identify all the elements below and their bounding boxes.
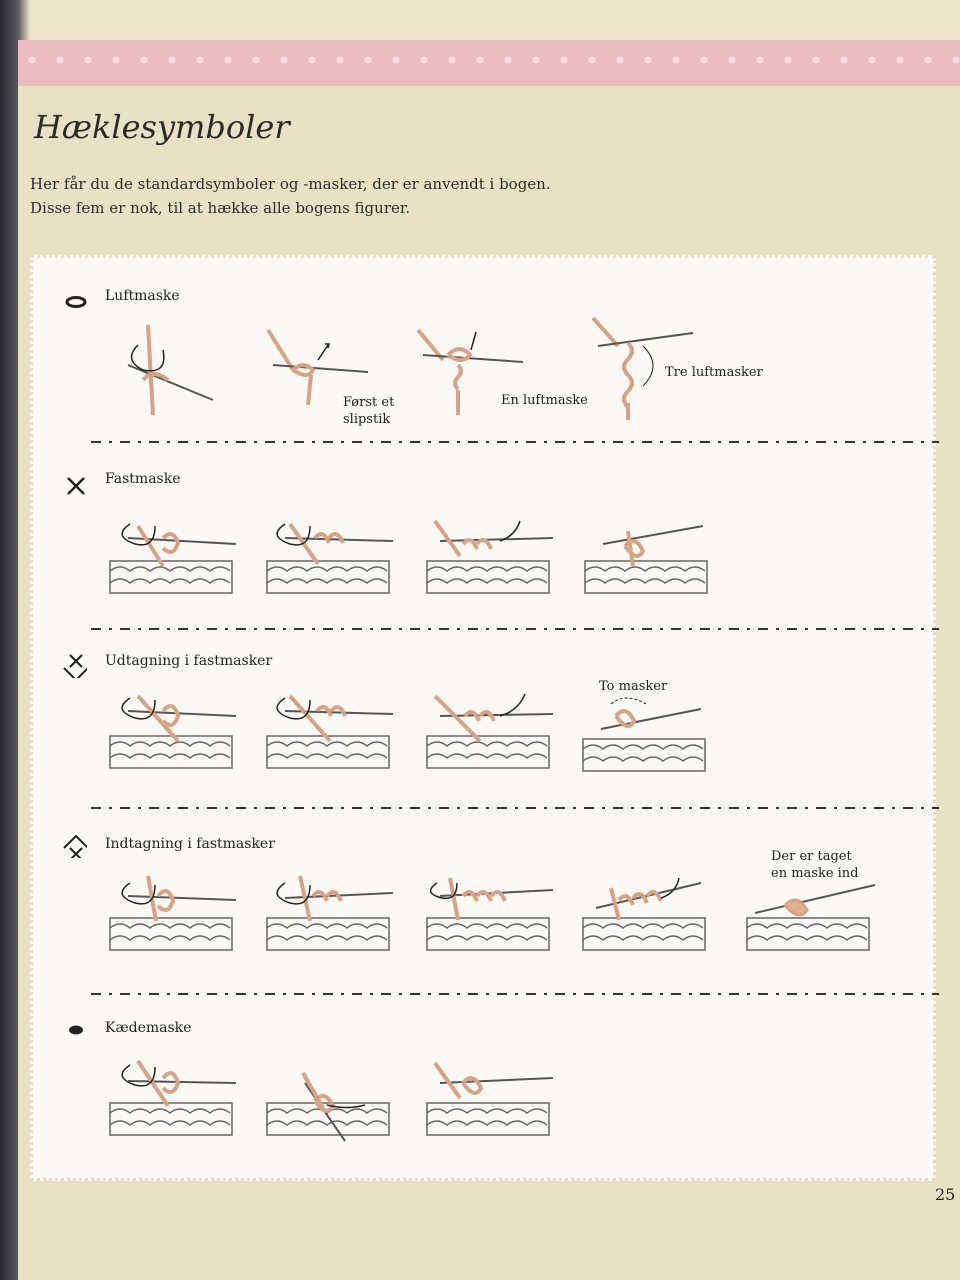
scallop-dots (18, 50, 960, 70)
increase-step-4-illustration (581, 694, 711, 774)
decrease-step-1-illustration (108, 868, 238, 953)
increase-v-icon (61, 652, 87, 678)
oval-chain-icon (63, 291, 89, 317)
callout-forst-et (343, 394, 394, 428)
callout-to-masker: To masker (599, 679, 668, 694)
single-crochet-step-3-illustration (425, 516, 555, 596)
increase-step-3-illustration (425, 686, 555, 771)
section-divider-3 (91, 807, 939, 809)
intro-line-2: Disse fem er nok, til at hække alle bogens figurer. (30, 199, 411, 217)
callout-der-er-taget-line-1: Der er taget (771, 849, 852, 864)
callout-der-er-taget (771, 848, 859, 882)
page-number: 25 (935, 1185, 956, 1204)
slip-stitch-step-3-illustration (425, 1053, 555, 1138)
section-label-luftmaske: Luftmaske (105, 288, 180, 304)
scallop-edge (18, 68, 960, 94)
single-crochet-step-1-illustration (108, 516, 238, 596)
callout-der-er-taget-line-2: en maske ind (771, 866, 859, 881)
section-divider-1 (91, 441, 939, 443)
slip-stitch-step-1-illustration (108, 1053, 238, 1138)
decrease-step-3-illustration (425, 868, 555, 953)
symbols-card (30, 255, 936, 1181)
page-title: Hæklesymboler (34, 108, 290, 146)
section-label-indtagning: Indtagning i fastmasker (105, 836, 275, 852)
callout-en-luftmaske: En luftmaske (501, 393, 588, 408)
increase-step-1-illustration (108, 686, 238, 771)
decrease-a-icon (61, 832, 87, 858)
slip-stitch-step-2-illustration (265, 1053, 395, 1143)
dot-slip-stitch-icon (63, 1018, 89, 1044)
section-label-fastmaske: Fastmaske (105, 471, 181, 487)
callout-forst-et-line-2: slipstik (343, 412, 391, 427)
increase-step-2-illustration (265, 686, 395, 771)
chain-step-1-illustration (118, 320, 218, 420)
callout-forst-et-line-1: Først et (343, 395, 395, 410)
decrease-step-5-illustration (745, 883, 880, 953)
section-label-udtagning: Udtagning i fastmasker (105, 653, 273, 669)
section-divider-2 (91, 628, 939, 630)
decrease-step-2-illustration (265, 868, 395, 953)
x-single-crochet-icon (63, 473, 89, 499)
intro-line-1: Her får du de standardsymboler og -masker, der er anvendt i bogen. (30, 175, 551, 193)
section-label-kaedemaske: Kædemaske (105, 1020, 192, 1036)
decrease-step-4-illustration (581, 868, 711, 953)
section-divider-4 (91, 993, 939, 995)
callout-tre-luftmasker: Tre luftmasker (665, 365, 763, 380)
single-crochet-step-4-illustration (583, 516, 713, 596)
intro-text (30, 172, 730, 220)
single-crochet-step-2-illustration (265, 516, 395, 596)
